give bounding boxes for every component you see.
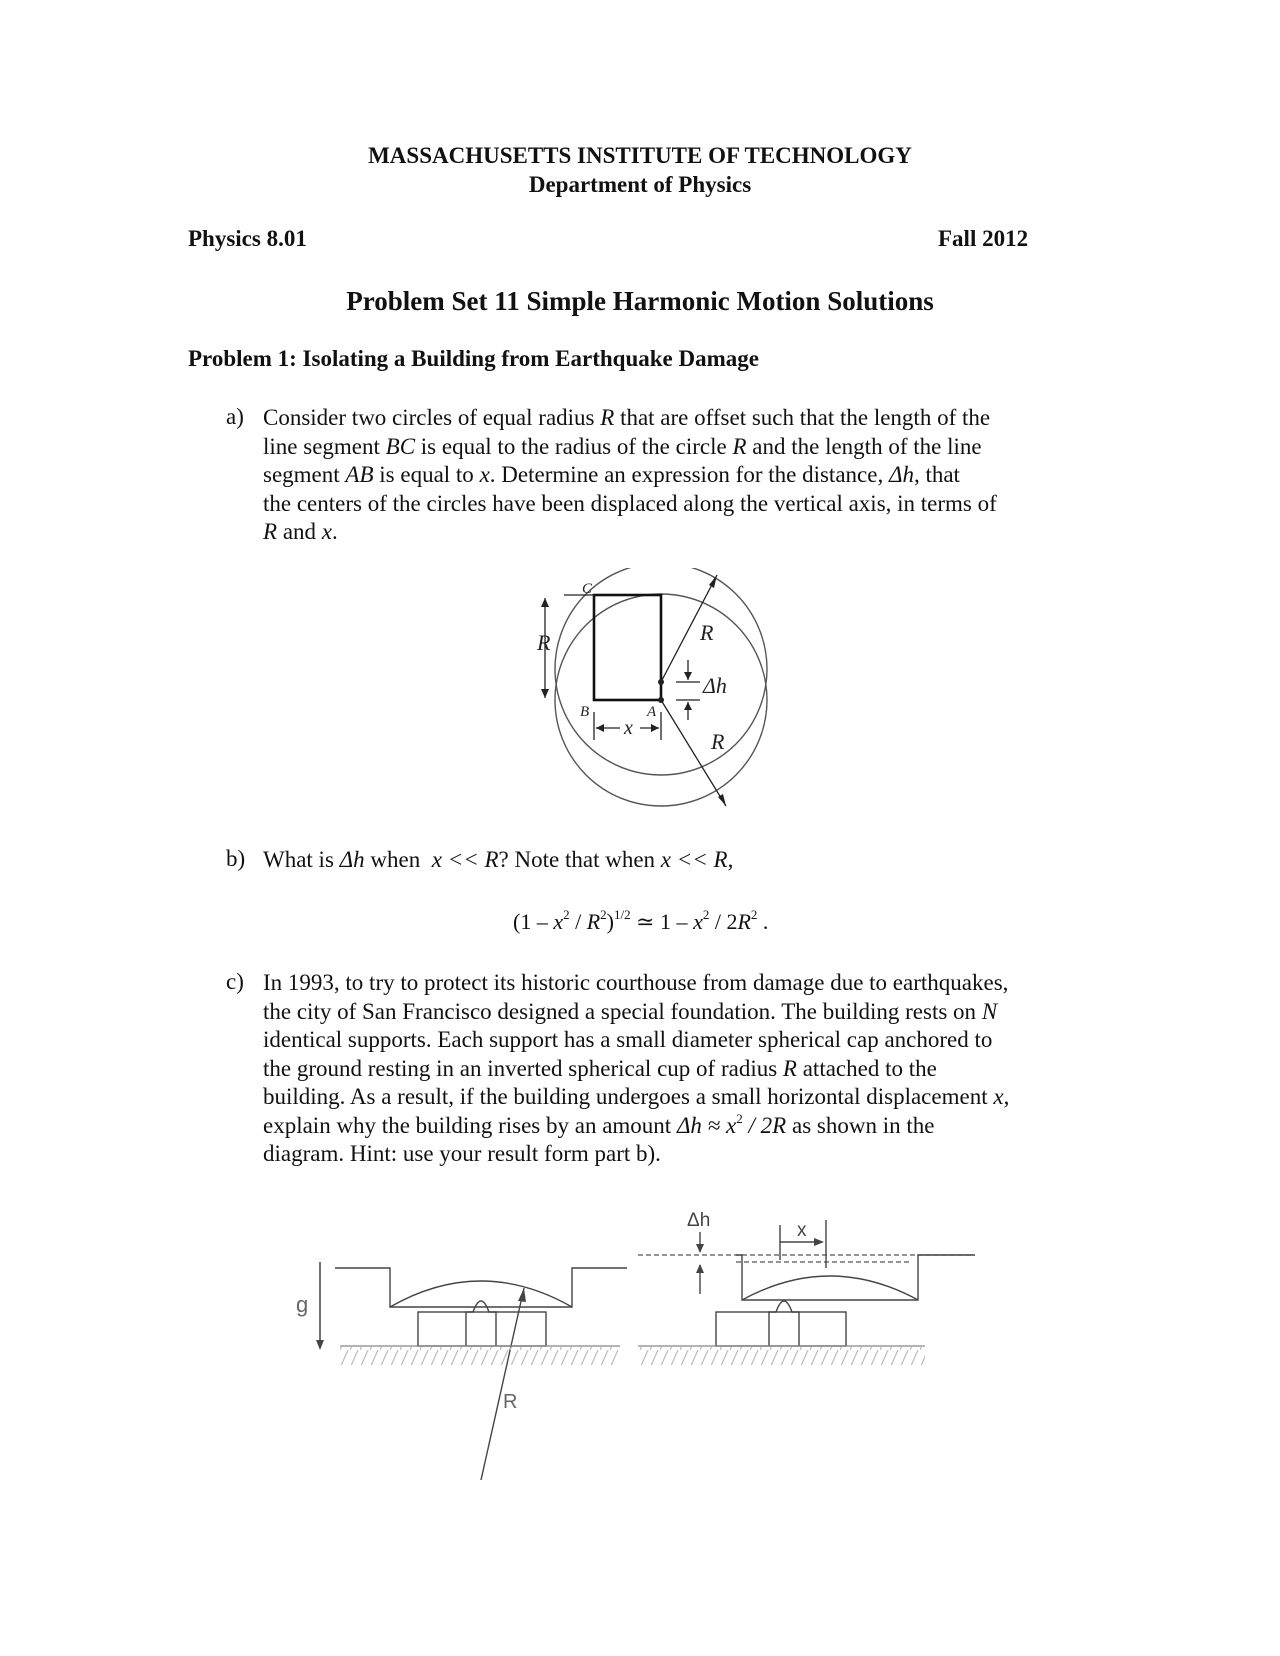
part-c-text: In 1993, to try to protect its historic courthouse from damage due to earthquakes, the city of San Francisco designed a special foundation. The building rests on N identical supports. Each support has a small diameter spherical cap anchored to the ground resting in an inverted spherical cup of radius R attached to the building. As a result, if the building undergoes a small horizontal displacement x, explain why the building rises by an amount $\Delta h \approx x^2 / 2R$ as shown in the diagram. Hint: use your result form part b). bbox=[263, 970, 1010, 1166]
label-r-bottom: R bbox=[711, 729, 725, 754]
point-a-dot bbox=[658, 697, 664, 703]
part-a-label: a) bbox=[226, 404, 244, 429]
label-c: C bbox=[582, 581, 593, 597]
gravity-label: g bbox=[296, 1292, 309, 1317]
part-a-text: Consider two circles of equal radius R that are offset such that the length of the line segment BC is equal to the radius of the circle R and the length of the line segment AB is equal to x. Determine an expression for the distance, Δh, that the centers of the circles have been displaced along the vertical axis, in terms of R and x. bbox=[263, 405, 997, 544]
course-number: Physics 8.01 bbox=[188, 226, 307, 251]
r-arrow-down bbox=[541, 689, 549, 698]
inverted-cup-right bbox=[742, 1276, 918, 1300]
label-b: B bbox=[580, 704, 590, 720]
label-dh: Δh bbox=[703, 673, 727, 698]
r-arrow-up bbox=[541, 598, 549, 607]
dh-label: Δh bbox=[687, 1210, 711, 1231]
dh-arrowhead-down bbox=[696, 1244, 704, 1253]
part-b-text: What is Δh when x << R? Note that when x << R, bbox=[263, 847, 734, 872]
x-arrow-right bbox=[651, 724, 659, 732]
offset-circles-figure bbox=[520, 568, 780, 818]
part-b-label: b) bbox=[226, 846, 246, 871]
base-block-right bbox=[716, 1312, 846, 1346]
label-r-top: R bbox=[700, 620, 714, 645]
cap-left bbox=[466, 1301, 496, 1346]
dh-arrow-down bbox=[684, 672, 692, 680]
label-x: x bbox=[624, 717, 633, 739]
institution-heading: MASSACHUSETTS INSTITUTE OF TECHNOLOGY bbox=[368, 143, 912, 168]
part-c-label: c) bbox=[226, 969, 244, 994]
x-label: x bbox=[797, 1220, 807, 1241]
base-block-left bbox=[418, 1312, 546, 1346]
cap-right bbox=[769, 1301, 799, 1346]
label-r-left: R bbox=[537, 630, 551, 655]
problem-heading: Problem 1: Isolating a Building from Earthquake Damage bbox=[188, 346, 759, 371]
gravity-arrowhead bbox=[316, 1340, 324, 1350]
page-title: Problem Set 11 Simple Harmonic Motion Solutions bbox=[346, 286, 934, 316]
x-arrowhead bbox=[814, 1238, 824, 1246]
center-dot bbox=[658, 679, 664, 685]
radius-arrowhead bbox=[518, 1288, 526, 1302]
ground-hatch-left bbox=[340, 1347, 620, 1365]
radius-label: R bbox=[503, 1391, 518, 1413]
ground-hatch-right bbox=[638, 1347, 925, 1365]
label-a: A bbox=[647, 704, 657, 720]
department-heading: Department of Physics bbox=[528, 172, 752, 197]
radius-line bbox=[481, 1288, 524, 1480]
dh-arrow-up bbox=[684, 702, 692, 710]
x-arrow-left bbox=[596, 724, 604, 732]
dh-arrowhead-up bbox=[696, 1264, 704, 1273]
foundation-figure bbox=[280, 1190, 1000, 1510]
term: Fall 2012 bbox=[938, 226, 1029, 251]
approximation-formula: $(1 - x^2 / R^2)^{1/2}$ ≃ $1 - x^2 / 2R^2$ . bbox=[513, 907, 769, 934]
inverted-cup-left bbox=[390, 1281, 572, 1307]
